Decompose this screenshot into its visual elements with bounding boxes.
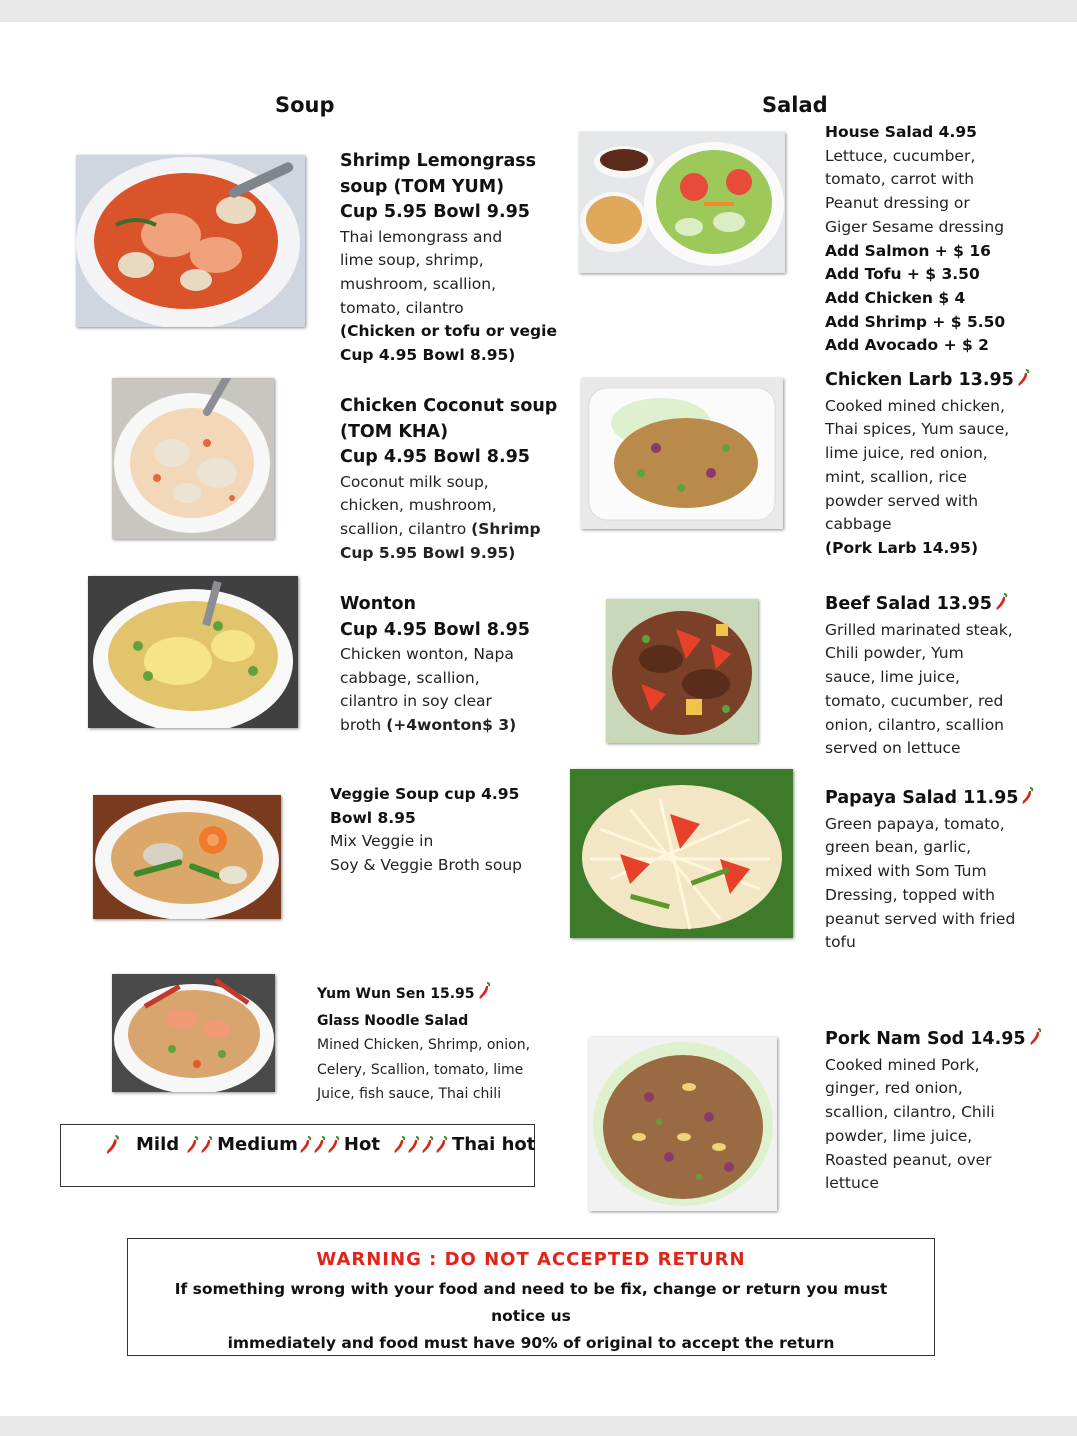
item-name: Chicken Larb 13.95 <box>825 370 1014 390</box>
item-option-price: (Pork Larb 14.95) <box>825 538 979 557</box>
item-description: lettuce <box>825 1174 879 1193</box>
menu-item-tom-kha <box>340 394 557 565</box>
item-description: scallion, cilantro, Chili <box>825 1103 995 1122</box>
veggie-soup-photo <box>93 795 281 919</box>
item-description: mushroom, scallion, <box>340 274 497 293</box>
tom-yum-photo <box>76 155 305 327</box>
legend-label-medium: Medium <box>217 1134 298 1155</box>
item-price: Cup 4.95 Bowl 8.95 <box>340 447 530 467</box>
item-description: Coconut milk soup, <box>340 472 489 491</box>
legend-label-thai-hot: Thai hot <box>451 1134 536 1155</box>
papaya-salad-photo <box>570 769 793 938</box>
item-description: served on lettuce <box>825 739 961 758</box>
return-warning-box <box>127 1238 935 1356</box>
chili-pepper-icon <box>392 1135 448 1155</box>
chili-pepper-icon <box>185 1135 213 1155</box>
item-name-price <box>825 787 1034 813</box>
spice-legend <box>60 1124 535 1187</box>
viewer-top-bar <box>0 0 1077 22</box>
item-name-price: Veggie Soup cup 4.95 <box>330 785 520 803</box>
item-description: cabbage <box>825 515 892 534</box>
soup-heading: Soup <box>275 93 335 117</box>
item-description: scallion, cilantro <box>340 519 472 538</box>
wonton-photo <box>88 576 298 728</box>
item-name: Pork Nam Sod 14.95 <box>825 1029 1026 1049</box>
item-description: Lettuce, cucumber, <box>825 146 976 165</box>
item-description: powder served with <box>825 491 979 510</box>
item-description: tomato, carrot with <box>825 170 975 189</box>
item-description: Thai lemongrass and <box>340 227 503 246</box>
menu-item-wonton <box>340 592 530 738</box>
item-description: Juice, fish sauce, Thai chili <box>317 1086 502 1102</box>
menu-item-chicken-larb <box>825 369 1030 561</box>
item-description: Chicken wonton, Napa <box>340 645 514 663</box>
item-description: cilantro in soy clear <box>340 692 492 711</box>
item-description: Mined Chicken, Shrimp, onion, <box>317 1037 531 1053</box>
item-description: Peanut dressing or <box>825 194 970 213</box>
item-description: Giger Sesame dressing <box>825 217 1005 236</box>
chicken-larb-photo <box>581 378 783 529</box>
item-description: Thai spices, Yum sauce, <box>825 420 1010 439</box>
item-price: Bowl 8.95 <box>330 808 416 827</box>
item-add-on: Add Avocado + $ 2 <box>825 336 989 355</box>
pork-nam-sod-photo <box>589 1037 777 1211</box>
item-name: Wonton <box>340 594 417 614</box>
item-add-on: Add Shrimp + $ 5.50 <box>825 312 1006 331</box>
spice-legend-row <box>104 1134 535 1155</box>
item-description: Cooked mined chicken, <box>825 396 1005 415</box>
item-name: Papaya Salad 11.95 <box>825 788 1019 808</box>
chili-pepper-icon <box>298 1135 340 1155</box>
item-name: Beef Salad 13.95 <box>825 594 992 614</box>
item-name: (TOM KHA) <box>340 421 449 442</box>
item-subtitle: Glass Noodle Salad <box>317 1012 469 1029</box>
item-name: soup (TOM YUM) <box>340 176 505 197</box>
item-description: sauce, lime juice, <box>825 668 960 687</box>
menu-item-house-salad <box>825 121 1005 358</box>
item-name-price <box>317 982 530 1009</box>
item-name: Chicken Coconut soup <box>340 396 558 416</box>
menu-item-veggie-soup <box>330 783 522 878</box>
item-add-on: Add Tofu + $ 3.50 <box>825 265 980 284</box>
legend-label-mild: Mild <box>136 1134 180 1155</box>
item-description: broth <box>340 716 387 735</box>
item-description: Cooked mined Pork, <box>825 1055 980 1074</box>
item-option-price: (+4wonton$ 3) <box>386 716 517 735</box>
item-description: mixed with Som Tum <box>825 862 987 881</box>
item-option-price: Cup 4.95 Bowl 8.95) <box>340 346 516 365</box>
item-description: peanut served with fried <box>825 909 1016 928</box>
item-description: ginger, red onion, <box>825 1079 963 1098</box>
item-description: onion, cilantro, scallion <box>825 715 1004 734</box>
house-salad-photo <box>579 132 785 273</box>
item-name: Yum Wun Sen 15.95 <box>317 986 475 1002</box>
chili-pepper-icon <box>477 982 491 1009</box>
item-description-line <box>340 714 530 738</box>
salad-heading: Salad <box>762 93 828 117</box>
item-description: tomato, cilantro <box>340 298 464 317</box>
item-description: lime juice, red onion, <box>825 444 988 463</box>
item-name: Shrimp Lemongrass <box>340 151 537 171</box>
item-price: Cup 4.95 Bowl 8.95 <box>340 619 530 640</box>
item-description: Soy & Veggie Broth soup <box>330 856 523 875</box>
tom-kha-photo <box>112 378 274 539</box>
item-add-on: Add Chicken $ 4 <box>825 288 966 307</box>
legend-label-hot: Hot <box>343 1134 380 1155</box>
item-price: Cup 5.95 Bowl 9.95 <box>340 202 530 222</box>
item-name-price: House Salad 4.95 <box>825 123 977 141</box>
item-description: Dressing, topped with <box>825 885 995 904</box>
item-description: Roasted peanut, over <box>825 1150 992 1169</box>
menu-item-pork-nam-sod <box>825 1028 1042 1196</box>
beef-salad-photo <box>606 599 758 743</box>
menu-item-papaya-salad <box>825 787 1034 955</box>
item-description: Grilled marinated steak, <box>825 620 1013 639</box>
menu-item-tom-yum <box>340 149 557 368</box>
menu-item-yum-wun-sen <box>317 982 530 1107</box>
item-name-price <box>825 593 1013 619</box>
item-description: Chili powder, Yum <box>825 644 964 663</box>
item-option-price: Cup 5.95 Bowl 9.95) <box>340 543 516 562</box>
warning-line: If something wrong with your food and need to be fix, change or return you must notice us <box>174 1280 888 1325</box>
chili-pepper-icon <box>994 593 1008 619</box>
warning-title: WARNING : DO NOT ACCEPTED RETURN <box>316 1249 746 1270</box>
item-description: cabbage, scallion, <box>340 668 480 687</box>
item-description: tofu <box>825 933 856 952</box>
yum-wun-sen-photo <box>112 974 275 1092</box>
chili-pepper-icon <box>104 1135 120 1155</box>
chili-pepper-icon <box>1020 787 1034 813</box>
chili-pepper-icon <box>1028 1028 1042 1054</box>
item-description-line <box>340 518 557 542</box>
item-description: green bean, garlic, <box>825 838 972 857</box>
item-option: (Chicken or tofu or vegie <box>340 322 557 341</box>
item-option: (Shrimp <box>471 519 541 538</box>
item-description: lime soup, shrimp, <box>340 251 484 270</box>
item-add-on: Add Salmon + $ 16 <box>825 241 991 260</box>
chili-pepper-icon <box>1016 369 1030 395</box>
menu-item-beef-salad <box>825 593 1013 761</box>
warning-line: immediately and food must have 90% of original to accept the return <box>227 1334 835 1352</box>
item-description: Green papaya, tomato, <box>825 814 1005 833</box>
item-description: Celery, Scallion, tomato, lime <box>317 1061 524 1078</box>
item-description: powder, lime juice, <box>825 1126 973 1145</box>
item-description: Mix Veggie in <box>330 832 434 851</box>
viewer-bottom-bar <box>0 1416 1077 1436</box>
item-description: tomato, cucumber, red <box>825 691 1004 710</box>
item-name-price <box>825 1028 1042 1054</box>
item-description: chicken, mushroom, <box>340 496 497 515</box>
item-description: mint, scallion, rice <box>825 467 968 486</box>
item-name-price <box>825 369 1030 395</box>
warning-body <box>128 1276 934 1357</box>
